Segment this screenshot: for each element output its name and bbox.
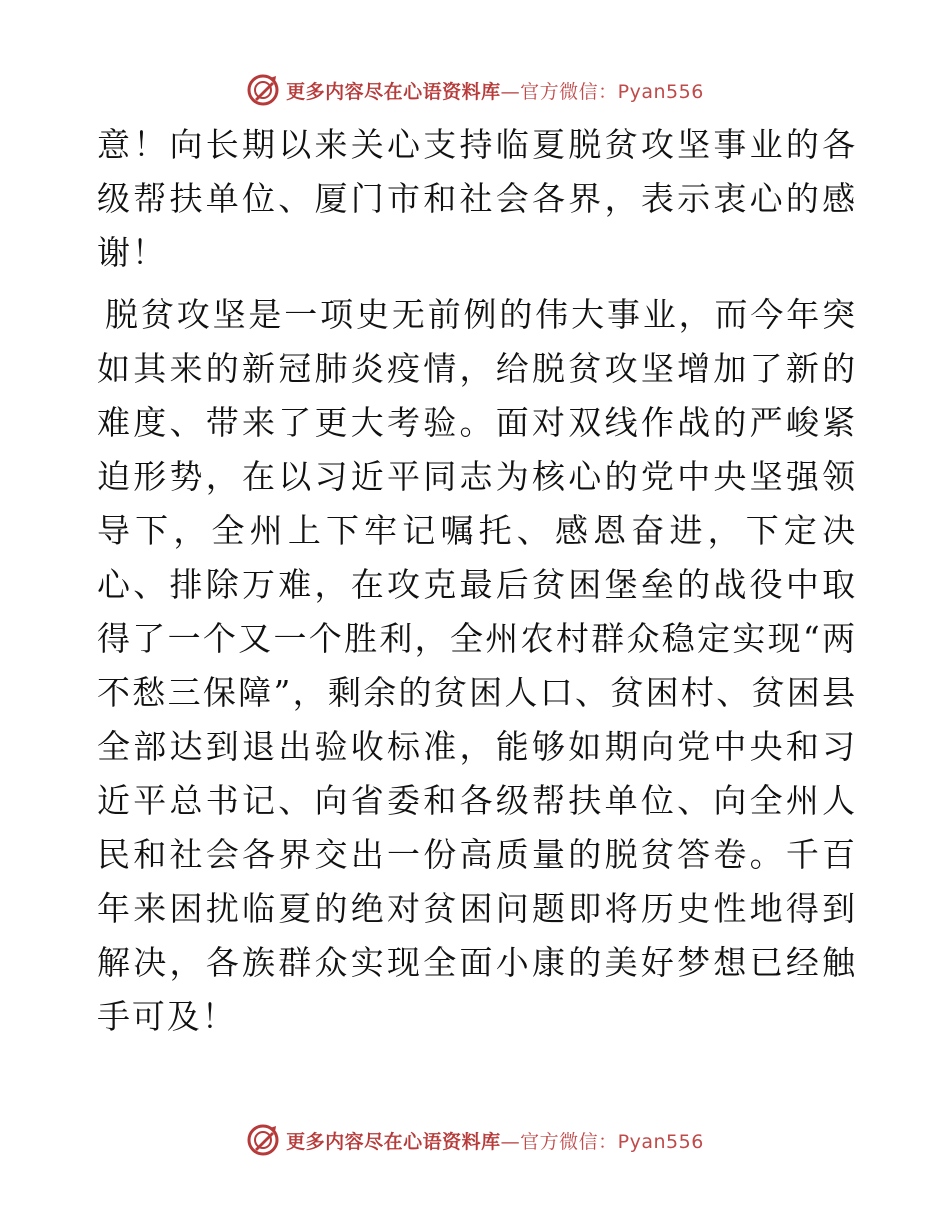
watermark-separator: — [500, 1130, 521, 1153]
logo-icon [246, 1123, 280, 1157]
watermark-separator: — [500, 80, 521, 103]
watermark-wechat-text: 官方微信：Pyan556 [520, 1130, 704, 1153]
footer-watermark [0, 1120, 950, 1160]
watermark-site-text: 更多内容尽在心语资料库 [286, 1130, 501, 1153]
header-watermark [0, 70, 950, 110]
logo-icon [246, 73, 280, 107]
watermark-wechat-text: 官方微信：Pyan556 [520, 80, 704, 103]
document-body [97, 118, 857, 1044]
watermark-site-text: 更多内容尽在心语资料库 [286, 80, 501, 103]
watermark-text [286, 1127, 704, 1154]
paragraph: 意！向长期以来关心支持临夏脱贫攻坚事业的各级帮扶单位、厦门市和社会各界，表示衷心的感谢！ [97, 125, 857, 272]
watermark-text [286, 77, 704, 104]
paragraph: 脱贫攻坚是一项史无前例的伟大事业，而今年突如其来的新冠肺炎疫情，给脱贫攻坚增加了新的难度、带来了更大考验。面对双线作战的严峻紧迫形势，在以习近平同志为核心的党中央坚强领导下，全州上下牢记嘱托、感恩奋进，下定决心、排除万难，在攻克最后贫困堡垒的战役中取得了一个又一个胜利，全州农村群众稳定实现“两不愁三保障”，剩余的贫困人口、贫困村、贫困县全部达到退出验收标准，能够如期向党中央和习近平总书记、向省委和各级帮扶单位、向全州人民和社会各界交出一份高质量的脱贫答卷。千百年来困扰临夏的绝对贫困问题即将历史性地得到解决，各族群众实现全面小康的美好梦想已经触手可及！ [97, 295, 857, 1036]
